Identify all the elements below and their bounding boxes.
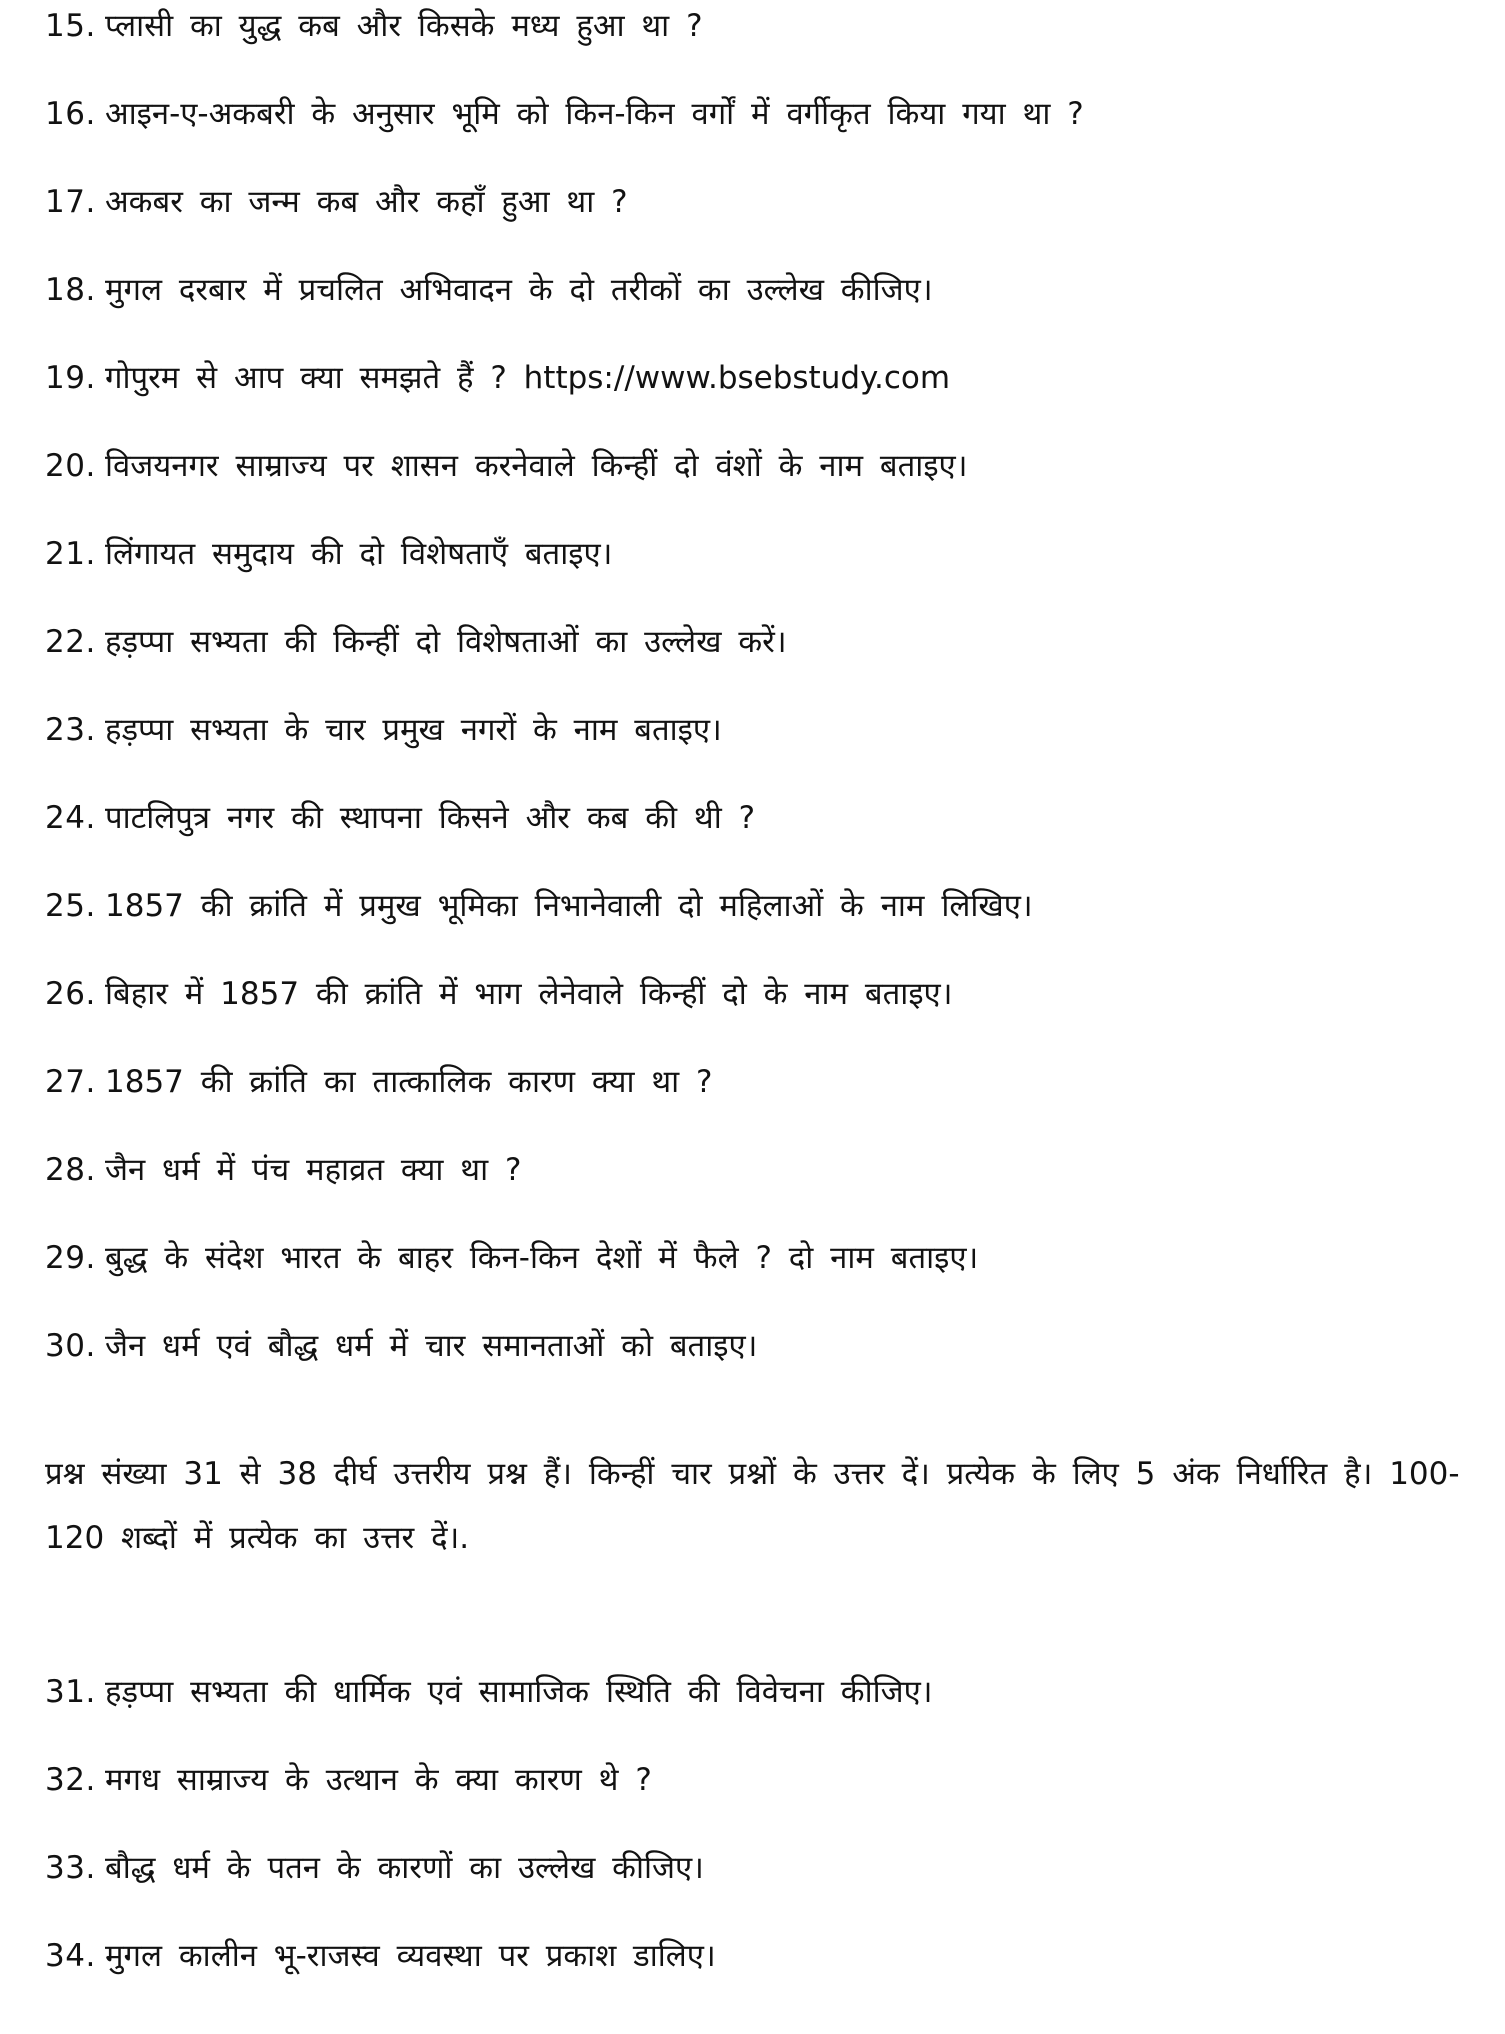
question-number: 20.: [45, 448, 96, 484]
long-questions-section: [45, 1674, 1467, 1975]
question-row: [45, 712, 1467, 749]
question-number: 22.: [45, 624, 96, 660]
question-text: हड़प्पा सभ्यता की धार्मिक एवं सामाजिक स्थिति की विवेचना कीजिए।: [105, 1674, 933, 1710]
question-number: 15.: [45, 8, 96, 44]
question-text: गोपुरम से आप क्या समझते हैं ? https://www.bsebstudy.com: [105, 360, 951, 396]
question-number: 28.: [45, 1152, 96, 1188]
question-row: [45, 536, 1467, 573]
question-text: आइन-ए-अकबरी के अनुसार भूमि को किन-किन वर्गों में वर्गीकृत किया गया था ?: [105, 96, 1084, 132]
question-text: मगध साम्राज्य के उत्थान के क्या कारण थे ?: [105, 1762, 652, 1798]
question-text: पाटलिपुत्र नगर की स्थापना किसने और कब की थी ?: [105, 800, 756, 836]
question-row: [45, 976, 1467, 1013]
question-row: [45, 96, 1467, 133]
question-text: हड़प्पा सभ्यता के चार प्रमुख नगरों के नाम बताइए।: [105, 712, 722, 748]
question-row: [45, 272, 1467, 309]
question-number: 25.: [45, 888, 96, 924]
question-row: [45, 448, 1467, 485]
question-number: 30.: [45, 1328, 96, 1364]
question-number: 19.: [45, 360, 96, 396]
question-text: जैन धर्म में पंच महाव्रत क्या था ?: [105, 1152, 522, 1188]
question-text: मुगल दरबार में प्रचलित अभिवादन के दो तरीकों का उल्लेख कीजिए।: [105, 272, 933, 308]
question-number: 29.: [45, 1240, 96, 1276]
question-row: [45, 8, 1467, 45]
question-number: 24.: [45, 800, 96, 836]
section-instruction: प्रश्न संख्या 31 से 38 दीर्घ उत्तरीय प्रश्न हैं। किन्हीं चार प्रश्नों के उत्तर दें। प्रत्येक के लिए 5 अंक निर्धारित है। 100-120 शब्दों में प्रत्येक का उत्तर दें।.: [45, 1456, 1460, 1556]
question-number: 33.: [45, 1850, 96, 1886]
question-text: बौद्ध धर्म के पतन के कारणों का उल्लेख कीजिए।: [105, 1850, 704, 1886]
question-row: [45, 1938, 1467, 1975]
question-text: 1857 की क्रांति में प्रमुख भूमिका निभानेवाली दो महिलाओं के नाम लिखिए।: [105, 888, 1033, 924]
question-number: 17.: [45, 184, 96, 220]
question-text: विजयनगर साम्राज्य पर शासन करनेवाले किन्हीं दो वंशों के नाम बताइए।: [105, 448, 968, 484]
question-row: [45, 1674, 1467, 1711]
question-number: 16.: [45, 96, 96, 132]
question-row: [45, 1152, 1467, 1189]
question-text: हड़प्पा सभ्यता की किन्हीं दो विशेषताओं का उल्लेख करें।: [105, 624, 787, 660]
question-row: [45, 624, 1467, 661]
question-text: बिहार में 1857 की क्रांति में भाग लेनेवाले किन्हीं दो के नाम बताइए।: [105, 976, 953, 1012]
question-text: प्लासी का युद्ध कब और किसके मध्य हुआ था ?: [105, 8, 703, 44]
question-row: [45, 888, 1467, 925]
question-number: 31.: [45, 1674, 96, 1710]
question-row: [45, 1328, 1467, 1365]
question-row: [45, 1064, 1467, 1101]
question-row: [45, 1762, 1467, 1799]
question-row: [45, 1850, 1467, 1887]
question-row: [45, 800, 1467, 837]
question-number: 21.: [45, 536, 96, 572]
question-row: [45, 1240, 1467, 1277]
question-text: बुद्ध के संदेश भारत के बाहर किन-किन देशों में फैले ? दो नाम बताइए।: [105, 1240, 979, 1276]
question-row: [45, 360, 1467, 397]
question-text: लिंगायत समुदाय की दो विशेषताएँ बताइए।: [105, 536, 613, 572]
question-text: जैन धर्म एवं बौद्ध धर्म में चार समानताओं को बताइए।: [105, 1328, 758, 1364]
short-questions-section: [45, 8, 1467, 1365]
question-number: 32.: [45, 1762, 96, 1798]
question-number: 18.: [45, 272, 96, 308]
question-text: मुगल कालीन भू-राजस्व व्यवस्था पर प्रकाश डालिए।: [105, 1938, 716, 1974]
question-number: 23.: [45, 712, 96, 748]
question-number: 34.: [45, 1938, 96, 1974]
question-row: [45, 184, 1467, 221]
question-text: 1857 की क्रांति का तात्कालिक कारण क्या था ?: [105, 1064, 713, 1100]
question-text: अकबर का जन्म कब और कहाँ हुआ था ?: [105, 184, 628, 220]
question-number: 26.: [45, 976, 96, 1012]
question-number: 27.: [45, 1064, 96, 1100]
